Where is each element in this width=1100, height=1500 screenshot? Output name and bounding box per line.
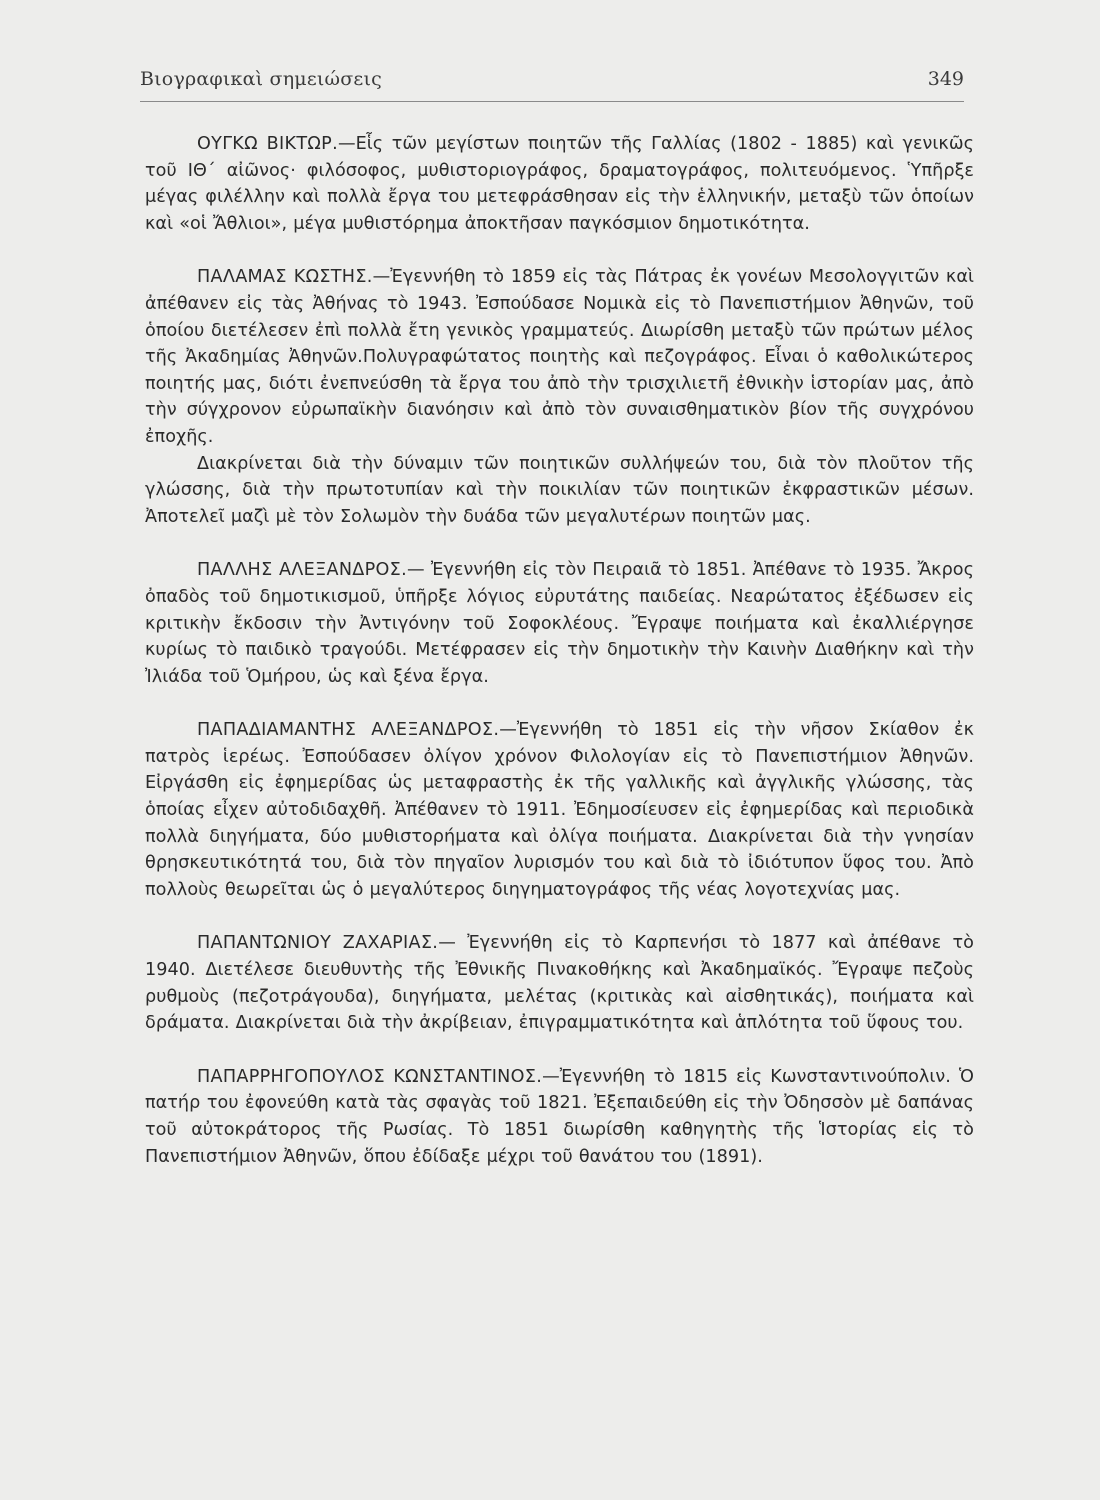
entry-text: —Ἐγεννήθη τὸ 1815 εἰς Κωνσταντινούπολιν. Ὁ πατήρ του ἐφονεύθη κατὰ τὰς σφαγὰς τοῦ 1821. Ἐξεπαιδεύθη εἰς τὴν Ὀδησσὸν μὲ δαπάνας τοῦ αὐτοκράτορος τῆς Ρωσίας. Τὸ 1851 διωρίσθη καθηγητὴς τῆς Ἱστορίας εἰς τὸ Πανεπιστήμιον Ἀθηνῶν, ὅπου ἐδίδαξε μέχρι τοῦ θανάτου του (1891). <box>145 1066 974 1167</box>
entry-hugo <box>145 131 974 237</box>
entry-pallis <box>145 557 974 690</box>
header-rule <box>140 101 964 102</box>
entry-text: — Ἐγεννήθη εἰς τὸν Πειραιᾶ τὸ 1851. Ἀπέθανε τὸ 1935. Ἄκρος ὀπαδὸς τοῦ δημοτικισμοῦ, ὑπῆρξε λόγιος εὐρυτάτης παιδείας. Νεαρώτατος ἐξέδωσεν εἰς κριτικὴν ἔκδοσιν τὴν Ἀντιγόνην τοῦ Σοφοκλέους. Ἔγραψε ποιήματα καὶ ἐκαλλιέργησε κυρίως τὸ παιδικὸ τραγούδι. Μετέφρασεν εἰς τὴν δημοτικὴν τὴν Καινὴν Διαθήκην καὶ τὴν Ἰλιάδα τοῦ Ὁμήρου, ὡς καὶ ξένα ἔργα. <box>145 560 974 687</box>
page-number: 349 <box>927 68 964 90</box>
entry-name: ΠΑΛΑΜΑΣ ΚΩΣΤΗΣ. <box>197 267 373 288</box>
entry-continuation: Διακρίνεται διὰ τὴν δύναμιν τῶν ποιητικῶν συλλήψεών του, διὰ τὸν πλοῦτον τῆς γλώσσης, διὰ τὴν πρωτοτυπίαν καὶ τὴν ποικιλίαν τῶν ποιητικῶν ἐκφραστικῶν μέσων. Ἀποτελεῖ μαζὶ μὲ τὸν Σολωμὸν τὴν δυάδα τῶν μεγαλυτέρων ποιητῶν μας. <box>145 453 974 527</box>
entry-papantoniou <box>145 930 974 1036</box>
biographical-entries <box>145 131 974 1170</box>
entry-palamas <box>145 264 974 530</box>
entry-name: ΠΑΠΑΝΤΩΝΙΟΥ ΖΑΧΑΡΙΑΣ. <box>197 933 439 954</box>
entry-name: ΠΑΠΑΡΡΗΓΟΠΟΥΛΟΣ ΚΩΝΣΤΑΝΤΙΝΟΣ. <box>197 1066 543 1087</box>
running-head <box>140 64 964 98</box>
entry-name: ΠΑΠΑΔΙΑΜΑΝΤΗΣ ΑΛΕΞΑΝΔΡΟΣ. <box>197 720 500 741</box>
entry-text: —Ἐγεννήθη τὸ 1851 εἰς τὴν νῆσον Σκίαθον ἐκ πατρὸς ἱερέως. Ἐσπούδασεν ὀλίγον χρόνον Φιλολογίαν εἰς τὸ Πανεπιστήμιον Ἀθηνῶν. Εἰργάσθη εἰς ἐφημερίδας ὡς μεταφραστὴς ἐκ τῆς γαλλικῆς καὶ ἀγγλικῆς γλώσσης, τὰς ὁποίας εἶχεν αὐτοδιδαχθῆ. Ἀπέθανεν τὸ 1911. Ἐδημοσίευσεν εἰς ἐφημερίδας καὶ περιοδικὰ πολλὰ διηγήματα, δύο μυθιστορήματα καὶ ὀλίγα ποιήματα. Διακρίνεται διὰ τὴν γνησίαν θρησκευτικότητά του, διὰ τὸν πηγαῖον λυρισμόν του καὶ διὰ τὸ ἰδιότυπον ὕφος του. Ἀπὸ πολλοὺς θεωρεῖται ὡς ὁ μεγαλύτερος διηγηματογράφος τῆς νέας λογοτεχνίας μας. <box>145 720 974 900</box>
entry-name: ΠΑΛΛΗΣ ΑΛΕΞΑΝΔΡΟΣ. <box>197 560 407 581</box>
entry-text: — Ἐγεννήθη εἰς τὸ Καρπενήσι τὸ 1877 καὶ ἀπέθανε τὸ 1940. Διετέλεσε διευθυντὴς τῆς Ἐθνικῆς Πινακοθήκης καὶ Ἀκαδημαϊκός. Ἔγραψε πεζοὺς ρυθμοὺς (πεζοτράγουδα), διηγήματα, μελέτας (κριτικὰς καὶ αἰσθητικάς), ποιήματα καὶ δράματα. Διακρίνεται διὰ τὴν ἀκρίβειαν, ἐπιγραμματικότητα καὶ ἁπλότητα τοῦ ὕφους του. <box>145 933 974 1034</box>
entry-paparrigopoulos <box>145 1064 974 1170</box>
running-head-title: Βιογραφικαὶ σημειώσεις <box>140 68 382 90</box>
entry-text: —Εἷς τῶν μεγίστων ποιητῶν τῆς Γαλλίας (1802 - 1885) καὶ γενικῶς τοῦ ΙΘ΄ αἰῶνος· φιλόσοφος, μυθιστοριογράφος, δραματογράφος, πολιτευόμενος. Ὑπῆρξε μέγας φιλέλλην καὶ πολλὰ ἔργα του μετεφράσθησαν εἰς τὴν ἑλληνικήν, μεταξὺ τῶν ὁποίων καὶ «οἱ Ἄθλιοι», μέγα μυθιστόρημα ἀποκτῆσαν παγκόσμιον δημοτικότητα. <box>145 134 974 234</box>
entry-name: ΟΥΓΚΩ ΒΙΚΤΩΡ. <box>197 134 338 154</box>
entry-text: —Ἐγεννήθη τὸ 1859 εἰς τὰς Πάτρας ἐκ γονέων Μεσολογγιτῶν καὶ ἀπέθανεν εἰς τὰς Ἀθήνας τὸ 1943. Ἐσπούδασε Νομικὰ εἰς τὸ Πανεπιστήμιον Ἀθηνῶν, τοῦ ὁποίου διετέλεσεν ἐπὶ πολλὰ ἔτη γενικὸς γραμματεύς. Διωρίσθη μεταξὺ τῶν πρώτων μέλος τῆς Ἀκαδημίας Ἀθηνῶν.Πολυγραφώτατος ποιητὴς καὶ πεζογράφος. Εἶναι ὁ καθολικώτερος ποιητής μας, διότι ἐνεπνεύσθη τὰ ἔργα του ἀπὸ τὴν τρισχιλιετῆ ἐθνικὴν ἱστορίαν μας, ἀπὸ τὴν σύγχρονον εὐρωπαϊκὴν διανόησιν καὶ ἀπὸ τὸν συναισθηματικὸν βίον τῆς συγχρόνου ἐποχῆς. <box>145 267 975 447</box>
entry-papadiamantis <box>145 717 974 903</box>
